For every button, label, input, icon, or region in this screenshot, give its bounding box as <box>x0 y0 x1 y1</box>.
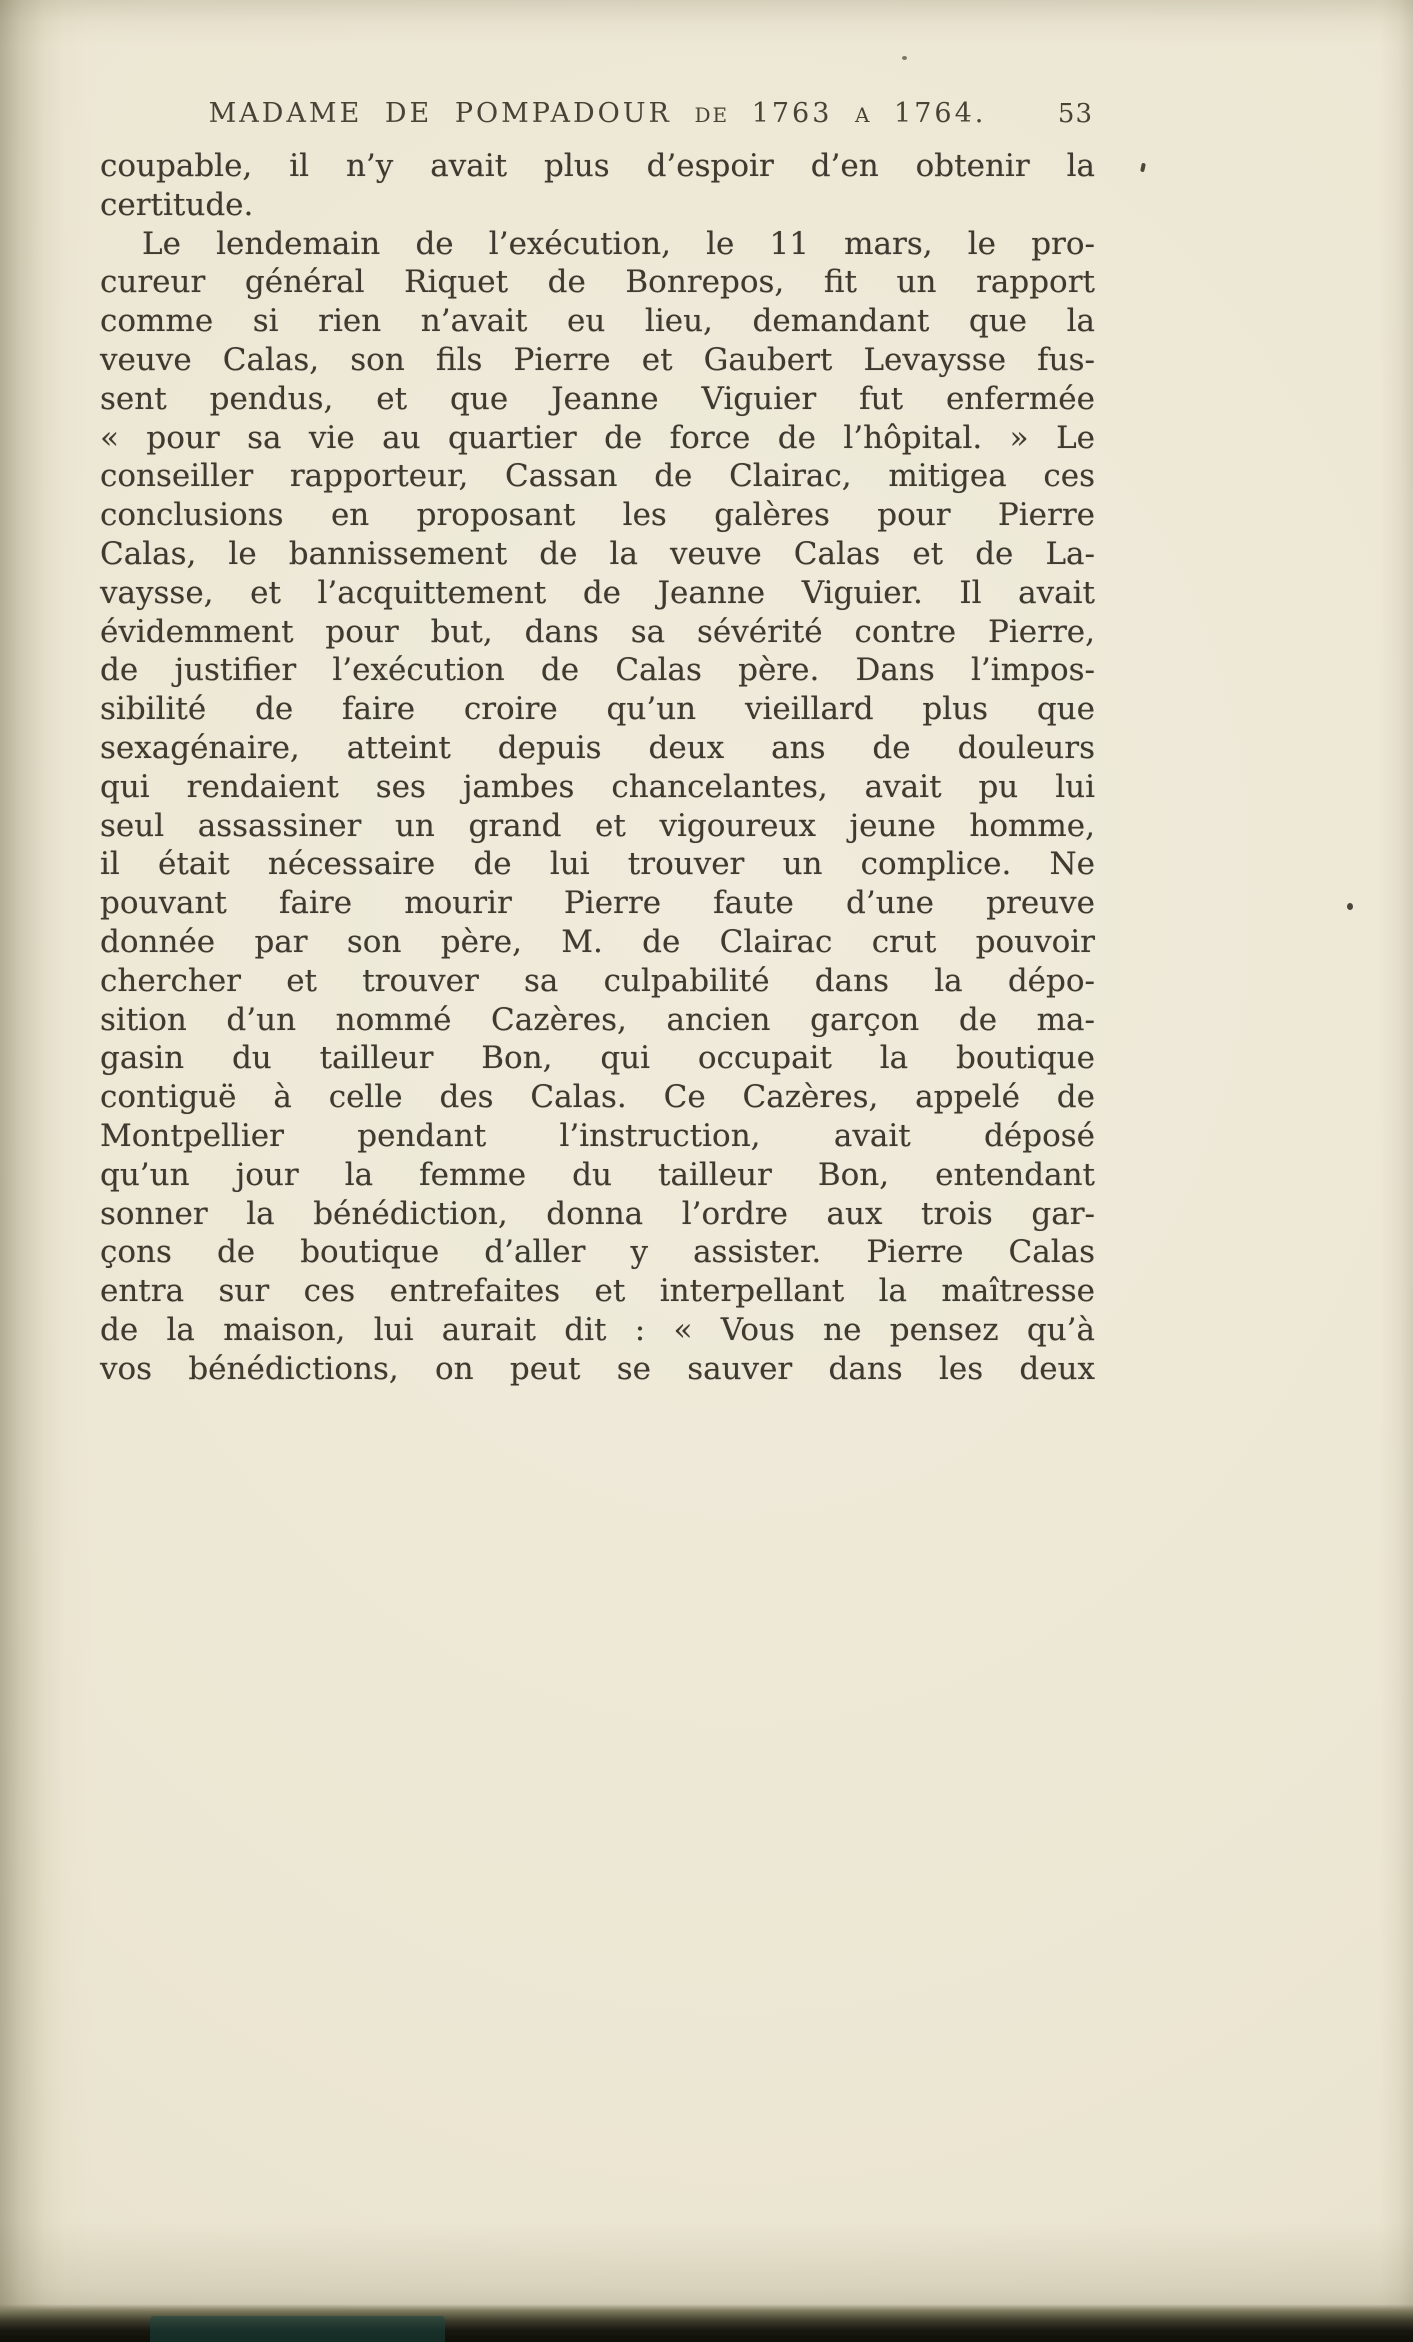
text-line: veuve Calas, son fils Pierre et Gaubert Levaysse fus- <box>100 341 1095 378</box>
text-line: évidemment pour but, dans sa sévérité contre Pierre, <box>100 613 1095 650</box>
text-line: Calas, le bannissement de la veuve Calas et de La- <box>100 535 1095 572</box>
running-head-title <box>100 98 1095 129</box>
running-head-part: 1764. <box>894 98 987 129</box>
text-line: seul assassiner un grand et vigoureux jeune homme, <box>100 807 1095 844</box>
text-line: vos bénédictions, on peut se sauver dans les deux <box>100 1350 1095 1387</box>
running-head-part: DE <box>694 103 730 127</box>
running-head-part: A <box>855 103 872 127</box>
text-line: vaysse, et l’acquittement de Jeanne Viguier. Il avait <box>100 574 1095 611</box>
text-line: coupable, il n’y avait plus d’espoir d’en obtenir la <box>100 148 1095 184</box>
text-line: « pour sa vie au quartier de force de l’hôpital. » Le <box>100 419 1095 456</box>
text-block <box>100 147 1095 1389</box>
ink-speck <box>1347 903 1353 910</box>
text-line: chercher et trouver sa culpabilité dans la dépo- <box>100 962 1095 999</box>
text-line: sibilité de faire croire qu’un vieillard plus que <box>100 691 1095 728</box>
running-head-part: POMPADOUR <box>454 98 672 129</box>
text-line: sonner la bénédiction, donna l’ordre aux trois gar- <box>100 1195 1095 1232</box>
ink-speck <box>1140 163 1146 173</box>
text-line: comme si rien n’avait eu lieu, demandant que la <box>100 303 1095 340</box>
running-head-part: DE <box>384 98 433 129</box>
running-head-part: MADAME <box>208 98 363 129</box>
text-line: conseiller rapporteur, Cassan de Clairac, mitigea ces <box>100 458 1095 495</box>
text-line: cureur général Riquet de Bonrepos, fit un rapport <box>100 264 1095 301</box>
running-head <box>100 98 1095 140</box>
text-line: il était nécessaire de lui trouver un complice. Ne <box>100 846 1095 883</box>
text-line: qui rendaient ses jambes chancelantes, avait pu lui <box>100 768 1095 805</box>
text-line: de justifier l’exécution de Calas père. Dans l’impos- <box>100 652 1095 689</box>
text-line: çons de boutique d’aller y assister. Pierre Calas <box>100 1234 1095 1271</box>
scan-bottom-edge <box>0 2304 1413 2342</box>
text-line: de la maison, lui aurait dit : « Vous ne pensez qu’à <box>100 1311 1095 1348</box>
text-line: qu’un jour la femme du tailleur Bon, entendant <box>100 1156 1095 1193</box>
text-line: pouvant faire mourir Pierre faute d’une preuve <box>100 885 1095 922</box>
text-line: entra sur ces entrefaites et interpellant la maîtresse <box>100 1273 1095 1310</box>
text-line: sexagénaire, atteint depuis deux ans de douleurs <box>100 729 1095 766</box>
text-line: donnée par son père, M. de Clairac crut pouvoir <box>100 923 1095 960</box>
page-number: 53 <box>1057 99 1093 129</box>
text-line: Montpellier pendant l’instruction, avait déposé <box>100 1117 1095 1154</box>
scan-edge-patch <box>150 2316 445 2342</box>
text-line: contiguë à celle des Calas. Ce Cazères, appelé de <box>100 1079 1095 1116</box>
ink-speck <box>902 56 907 60</box>
text-line: gasin du tailleur Bon, qui occupait la boutique <box>100 1040 1095 1077</box>
text-line: conclusions en proposant les galères pour Pierre <box>100 497 1095 534</box>
text-line: sition d’un nommé Cazères, ancien garçon de ma- <box>100 1001 1095 1038</box>
text-line: Le lendemain de l’exécution, le 11 mars, le pro- <box>142 225 1095 262</box>
text-line: sent pendus, et que Jeanne Viguier fut enfermée <box>100 380 1095 417</box>
text-line: certitude. <box>100 186 254 223</box>
running-head-part: 1763 <box>751 98 833 129</box>
